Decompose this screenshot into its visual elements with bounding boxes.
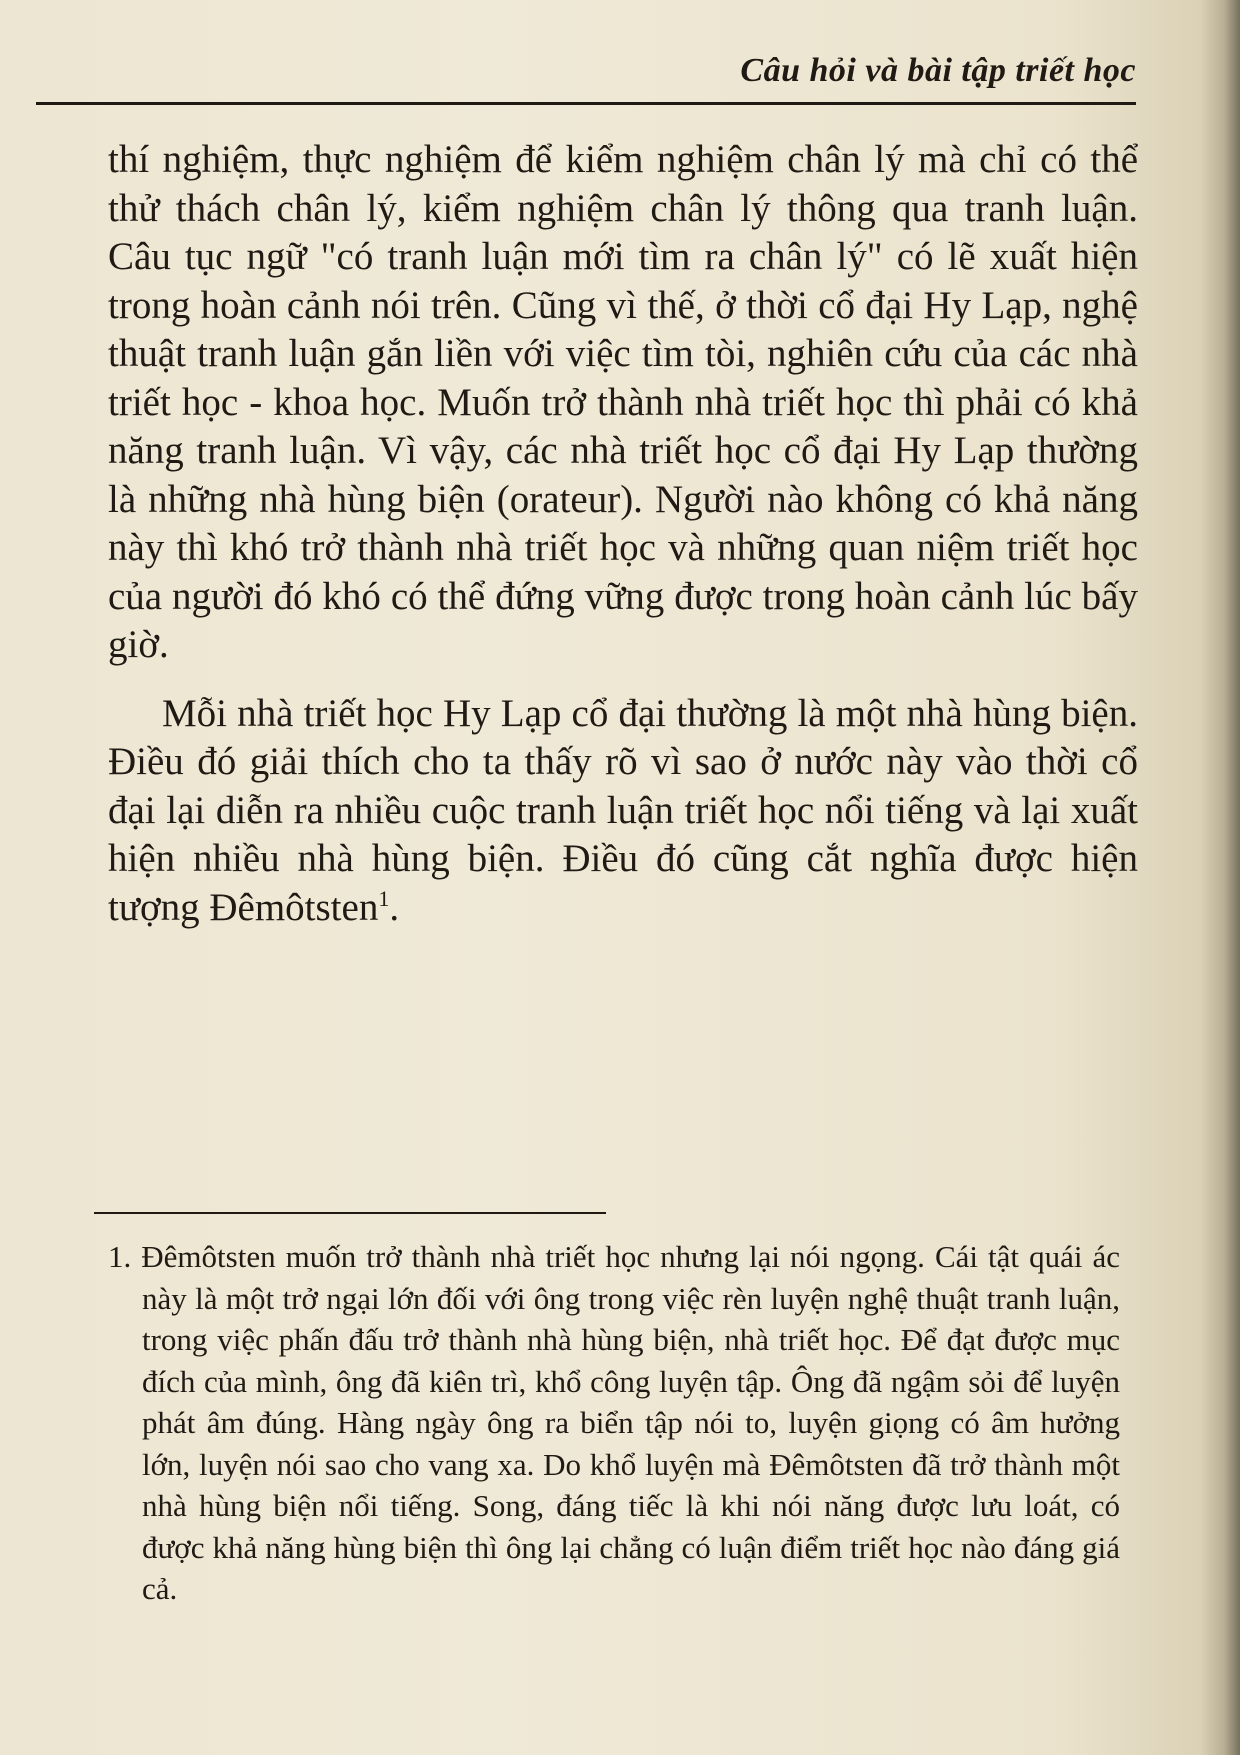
page-edge-shadow xyxy=(1200,0,1240,1755)
paragraph-2-end: . xyxy=(389,885,400,929)
main-text xyxy=(108,136,1138,932)
running-title: Câu hỏi và bài tập triết học xyxy=(740,52,1136,89)
header-rule xyxy=(36,102,1136,105)
paragraph-1: thí nghiệm, thực nghiệm để kiểm nghiệm chân lý mà chỉ có thể thử thách chân lý, kiểm nghiệm chân lý thông qua tranh luận. Câu tục ngữ "có tranh luận mới tìm ra chân lý" có lẽ xuất hiện trong hoàn cảnh nói trên. Cũng vì thế, ở thời cổ đại Hy Lạp, nghệ thuật tranh luận gắn liền với việc tìm tòi, nghiên cứu của các nhà triết học - khoa học. Muốn trở thành nhà triết học thì phải có khả năng tranh luận. Vì vậy, các nhà triết học cổ đại Hy Lạp thường là những nhà hùng biện (orateur). Người nào không có khả năng này thì khó trở thành nhà triết học và những quan niệm triết học của người đó khó có thể đứng vững được trong hoàn cảnh lúc bấy giờ. xyxy=(108,138,1138,666)
footnote-rule xyxy=(94,1212,606,1214)
footnote-reference: 1 xyxy=(378,885,390,911)
paragraph-2 xyxy=(108,690,1138,933)
footnote xyxy=(108,1236,1120,1610)
running-head xyxy=(36,52,1136,102)
footnote-1: 1. Đêmôtsten muốn trở thành nhà triết học nhưng lại nói ngọng. Cái tật quái ác này là một trở ngại lớn đối với ông trong việc rèn luyện nghệ thuật tranh luận, trong việc phấn đấu trở thành nhà hùng biện, nhà triết học. Để đạt được mục đích của mình, ông đã kiên trì, khổ công luyện tập. Ông đã ngậm sỏi để luyện phát âm đúng. Hàng ngày ông ra biển tập nói to, luyện giọng có âm hưởng lớn, luyện nói sao cho vang xa. Do khổ luyện mà Đêmôtsten đã trở thành một nhà hùng biện nổi tiếng. Song, đáng tiếc là khi nói năng được lưu loát, có được khả năng hùng biện thì ông lại chẳng có luận điểm triết học nào đáng giá cả. xyxy=(108,1239,1120,1606)
paragraph-2-text: Mỗi nhà triết học Hy Lạp cổ đại thường là một nhà hùng biện. Điều đó giải thích cho ta thấy rõ vì sao ở nước này vào thời cổ đại lại diễn ra nhiều cuộc tranh luận triết học nổi tiếng và lại xuất hiện nhiều nhà hùng biện. Điều đó cũng cắt nghĩa được hiện tượng Đêmôtsten xyxy=(108,691,1138,929)
